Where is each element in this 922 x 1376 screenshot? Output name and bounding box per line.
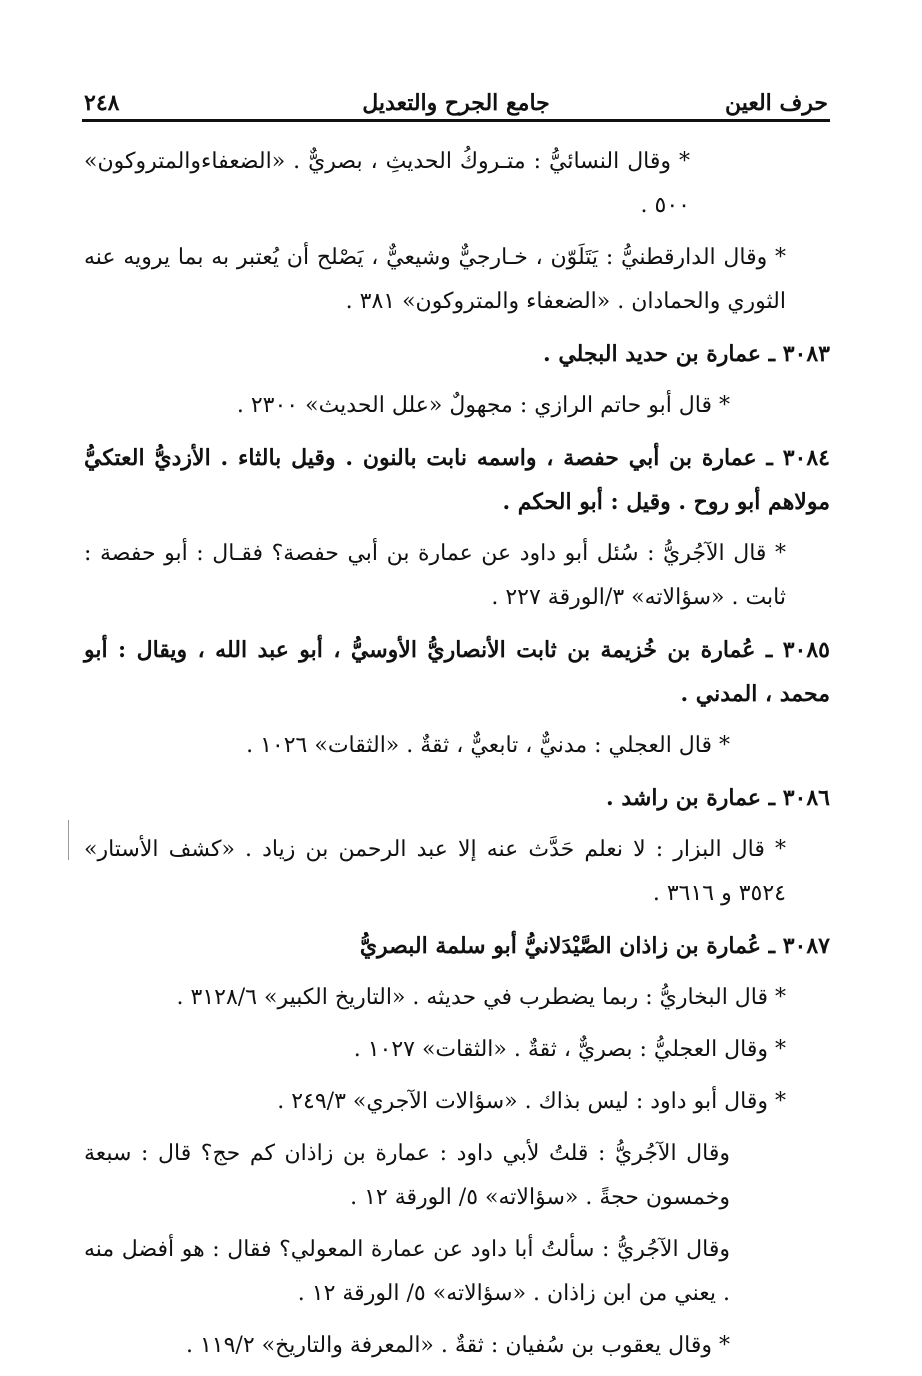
paragraph: * قال أبو حاتم الرازي : مجهولٌ «علل الحديث» ٢٣٠٠ .: [236, 393, 730, 418]
paragraph: * قال العجلي : مدنيٌّ ، تابعيٌّ ، ثقةٌ . «الثقات» ١٠٢٦ .: [246, 733, 730, 758]
margin-mark: [68, 820, 69, 860]
paragraph: * قال الآجُريُّ : سُئل أبو داود عن عمارة بن أبي حفصة؟ فقـال : أبو حفصة : ثابت . «سؤالاته» ٣/الورقة ٢٢٧ .: [84, 541, 786, 610]
paragraph: * وقال الدارقطنيُّ : يَتَلَوّن ، خـارجيٌّ وشيعيٌّ ، يَصْلح أن يُعتبر به بما يرويه عنه الثوري والحمادان . «الضعفاء والمتروكون» ٣٨١ .: [84, 245, 786, 314]
entry-heading: ٣٠٨٧ ـ عُمارة بن زاذان الصَّيْدَلانيُّ أبو سلمة البصريُّ: [359, 933, 830, 959]
entry-heading: ٣٠٨٣ ـ عمارة بن حديد البجلي .: [543, 341, 830, 367]
page-header: [82, 86, 830, 122]
entry-heading: ٣٠٨٥ ـ عُمارة بن خُزيمة بن ثابت الأنصاريُّ الأوسيُّ ، أبو عبد الله ، ويقال : أبو محمد ، المدني .: [84, 637, 830, 707]
paragraph: وقال الآجُريُّ : قلتُ لأبي داود : عمارة بن زاذان كم حج؟ قال : سبعة وخمسون حجةً . «سؤالاته» ٥/ الورقة ١٢ .: [84, 1141, 730, 1210]
paragraph: * وقال أبو داود : ليس بذاك . «سؤالات الآجري» ٢٤٩/٣ .: [277, 1089, 786, 1114]
section-title: حرف العين: [724, 90, 828, 116]
paragraph: * وقال النسائيُّ : متـروكُ الحديثِ ، بصريٌّ . «الضعفاءوالمتروكون» ٥٠٠ .: [84, 149, 690, 218]
entry-heading: ٣٠٨٤ ـ عمارة بن أبي حفصة ، واسمه نابت بالنون . وقيل بالثاء . الأزديُّ العتكيُّ مولاهم أبو روح . وقيل : أبو الحكم .: [84, 445, 830, 515]
book-title: جامع الجرح والتعديل: [362, 90, 550, 116]
paragraph: وقال الآجُريُّ : سألتُ أبا داود عن عمارة المعولي؟ فقال : هو أفضل منه . يعني من ابن زاذان . «سؤالاته» ٥/ الورقة ١٢ .: [84, 1237, 730, 1306]
entry-heading: ٣٠٨٦ ـ عمارة بن راشد .: [606, 785, 830, 811]
paragraph: * قال البزار : لا نعلم حَدَّث عنه إلا عبد الرحمن بن زياد . «كشف الأستار» ٣٥٢٤ و ٣٦١٦ .: [84, 837, 786, 906]
page-number: ٢٤٨: [84, 90, 120, 116]
paragraph: * وقال العجليُّ : بصريٌّ ، ثقةٌ . «الثقات» ١٠٢٧ .: [353, 1037, 786, 1062]
paragraph: * وقال يعقوب بن سُفيان : ثقةٌ . «المعرفة والتاريخ» ١١٩/٢ .: [185, 1333, 730, 1358]
paragraph: * قال البخاريُّ : ربما يضطرب في حديثه . «التاريخ الكبير» ٣١٢٨/٦ .: [176, 985, 786, 1010]
page-body: [84, 140, 830, 1376]
header-rule: [82, 119, 830, 122]
